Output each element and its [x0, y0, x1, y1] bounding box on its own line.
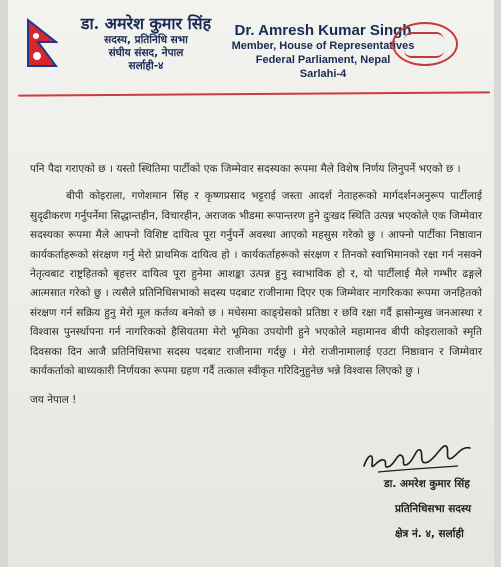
header-divider — [18, 91, 490, 96]
letter-page — [8, 0, 494, 567]
handwritten-signature — [358, 436, 478, 480]
header-nepali-line1: सदस्य, प्रतिनिधि सभा — [104, 34, 188, 46]
signature-area: क्षेत्र नं. ४, सर्लाही — [395, 528, 464, 540]
letter-closing: जय नेपाल ! — [30, 394, 77, 407]
header-nepali — [66, 12, 226, 73]
signature-name: डा. अमरेश कुमार सिंह — [384, 478, 470, 490]
signature-title: प्रतिनिधिसभा सदस्य — [395, 503, 472, 515]
header-nepali-line2: संघीय संसद, नेपाल — [108, 47, 184, 59]
letter-paragraph-1: पनि पैदा गराएको छ । यस्तो स्थितिमा पार्टीको एक जिम्मेवार सदस्यका रूपमा मैले विशेष निर्णय लिनुपर्ने भएको छ । — [30, 163, 461, 175]
header-english-line1: Member, House of Representatives — [231, 40, 415, 52]
header-nepali-line3: सर्लाही-४ — [128, 60, 164, 72]
header-nepali-name: डा. अमरेश कुमार सिंह — [80, 14, 212, 33]
letter-body — [30, 160, 482, 411]
header-english-line3: Sarlahi-4 — [299, 68, 347, 80]
party-emblem-icon — [392, 22, 458, 66]
nepal-flag-icon — [26, 18, 58, 68]
header-english-name: Dr. Amresh Kumar Singh — [234, 22, 412, 39]
header-english-line2: Federal Parliament, Nepal — [255, 54, 391, 66]
header-english — [230, 22, 416, 81]
letter-paragraph-2: बीपी कोइराला, गणेशमान सिंह र कृष्णप्रसाद भट्टराई जस्ता आदर्श नेताहरूको मार्गदर्शनअनुरूप पार्टीलाई सुदृढीकरण गर्नुपर्नेमा सिद्धान्तहीन, विचारहीन, अराजक भीडमा रूपान्तरण हुने दुःखद स्थिति उत्पन्न भएकोले एक जिम्मेवार सदस्यका रूपमा मैले आफ्नो विशिष्ट दायित्व पूरा गर्नुपर्ने अवस्था आएको महसुस गरेको छु । आफ्नो पार्टीका निष्ठावान कार्यकर्ताहरूको संरक्षण गर्नु मेरो प्राथमिक दायित्व हो । कार्यकर्ताहरूको संरक्षण र तिनको स्वाभिमानको रक्षा गर्न नसक्ने नेतृत्वबाट राष्ट्रहितको बृहत्तर दायित्व पूरा हुनेमा आशङ्का उत्पन्न हुनु स्वाभाविक हो र, यो पार्टीलाई मैले गम्भीर ढङ्गले आत्मसात गरेको छु । त्यसैले प्रतिनिधिसभाको सदस्य पदबाट राजीनामा दिएर एक जिम्मेवार नागरिकका रूपमा जनहितको संरक्षण गर्न सक्रिय हुनु मेरो मूल कर्तव्य बनेको छ । मधेसमा काङ्ग्रेसको प्रतिष्ठा र छवि रक्षा गर्दै ह्रासोन्मुख जनआस्था र विश्वास पुनर्स्थापना गर्न नागरिकको हैसियतमा मेरो भूमिका उपयोगी हुने भएकोले महामानव बीपी कोइरालाको स्मृति दिवसका दिन आजै प्रतिनिधिसभा सदस्य पदबाट राजीनामा गर्दछु । मेरो राजीनामालाई एउटा निष्ठावान र जिम्मेवार कार्यकर्ताको बाध्यकारी निर्णयका रूपमा ग्रहण गर्दै तत्काल स्वीकृत गरिदिनुहुनेछ भन्ने विश्वास लिएको छु । — [30, 190, 482, 378]
